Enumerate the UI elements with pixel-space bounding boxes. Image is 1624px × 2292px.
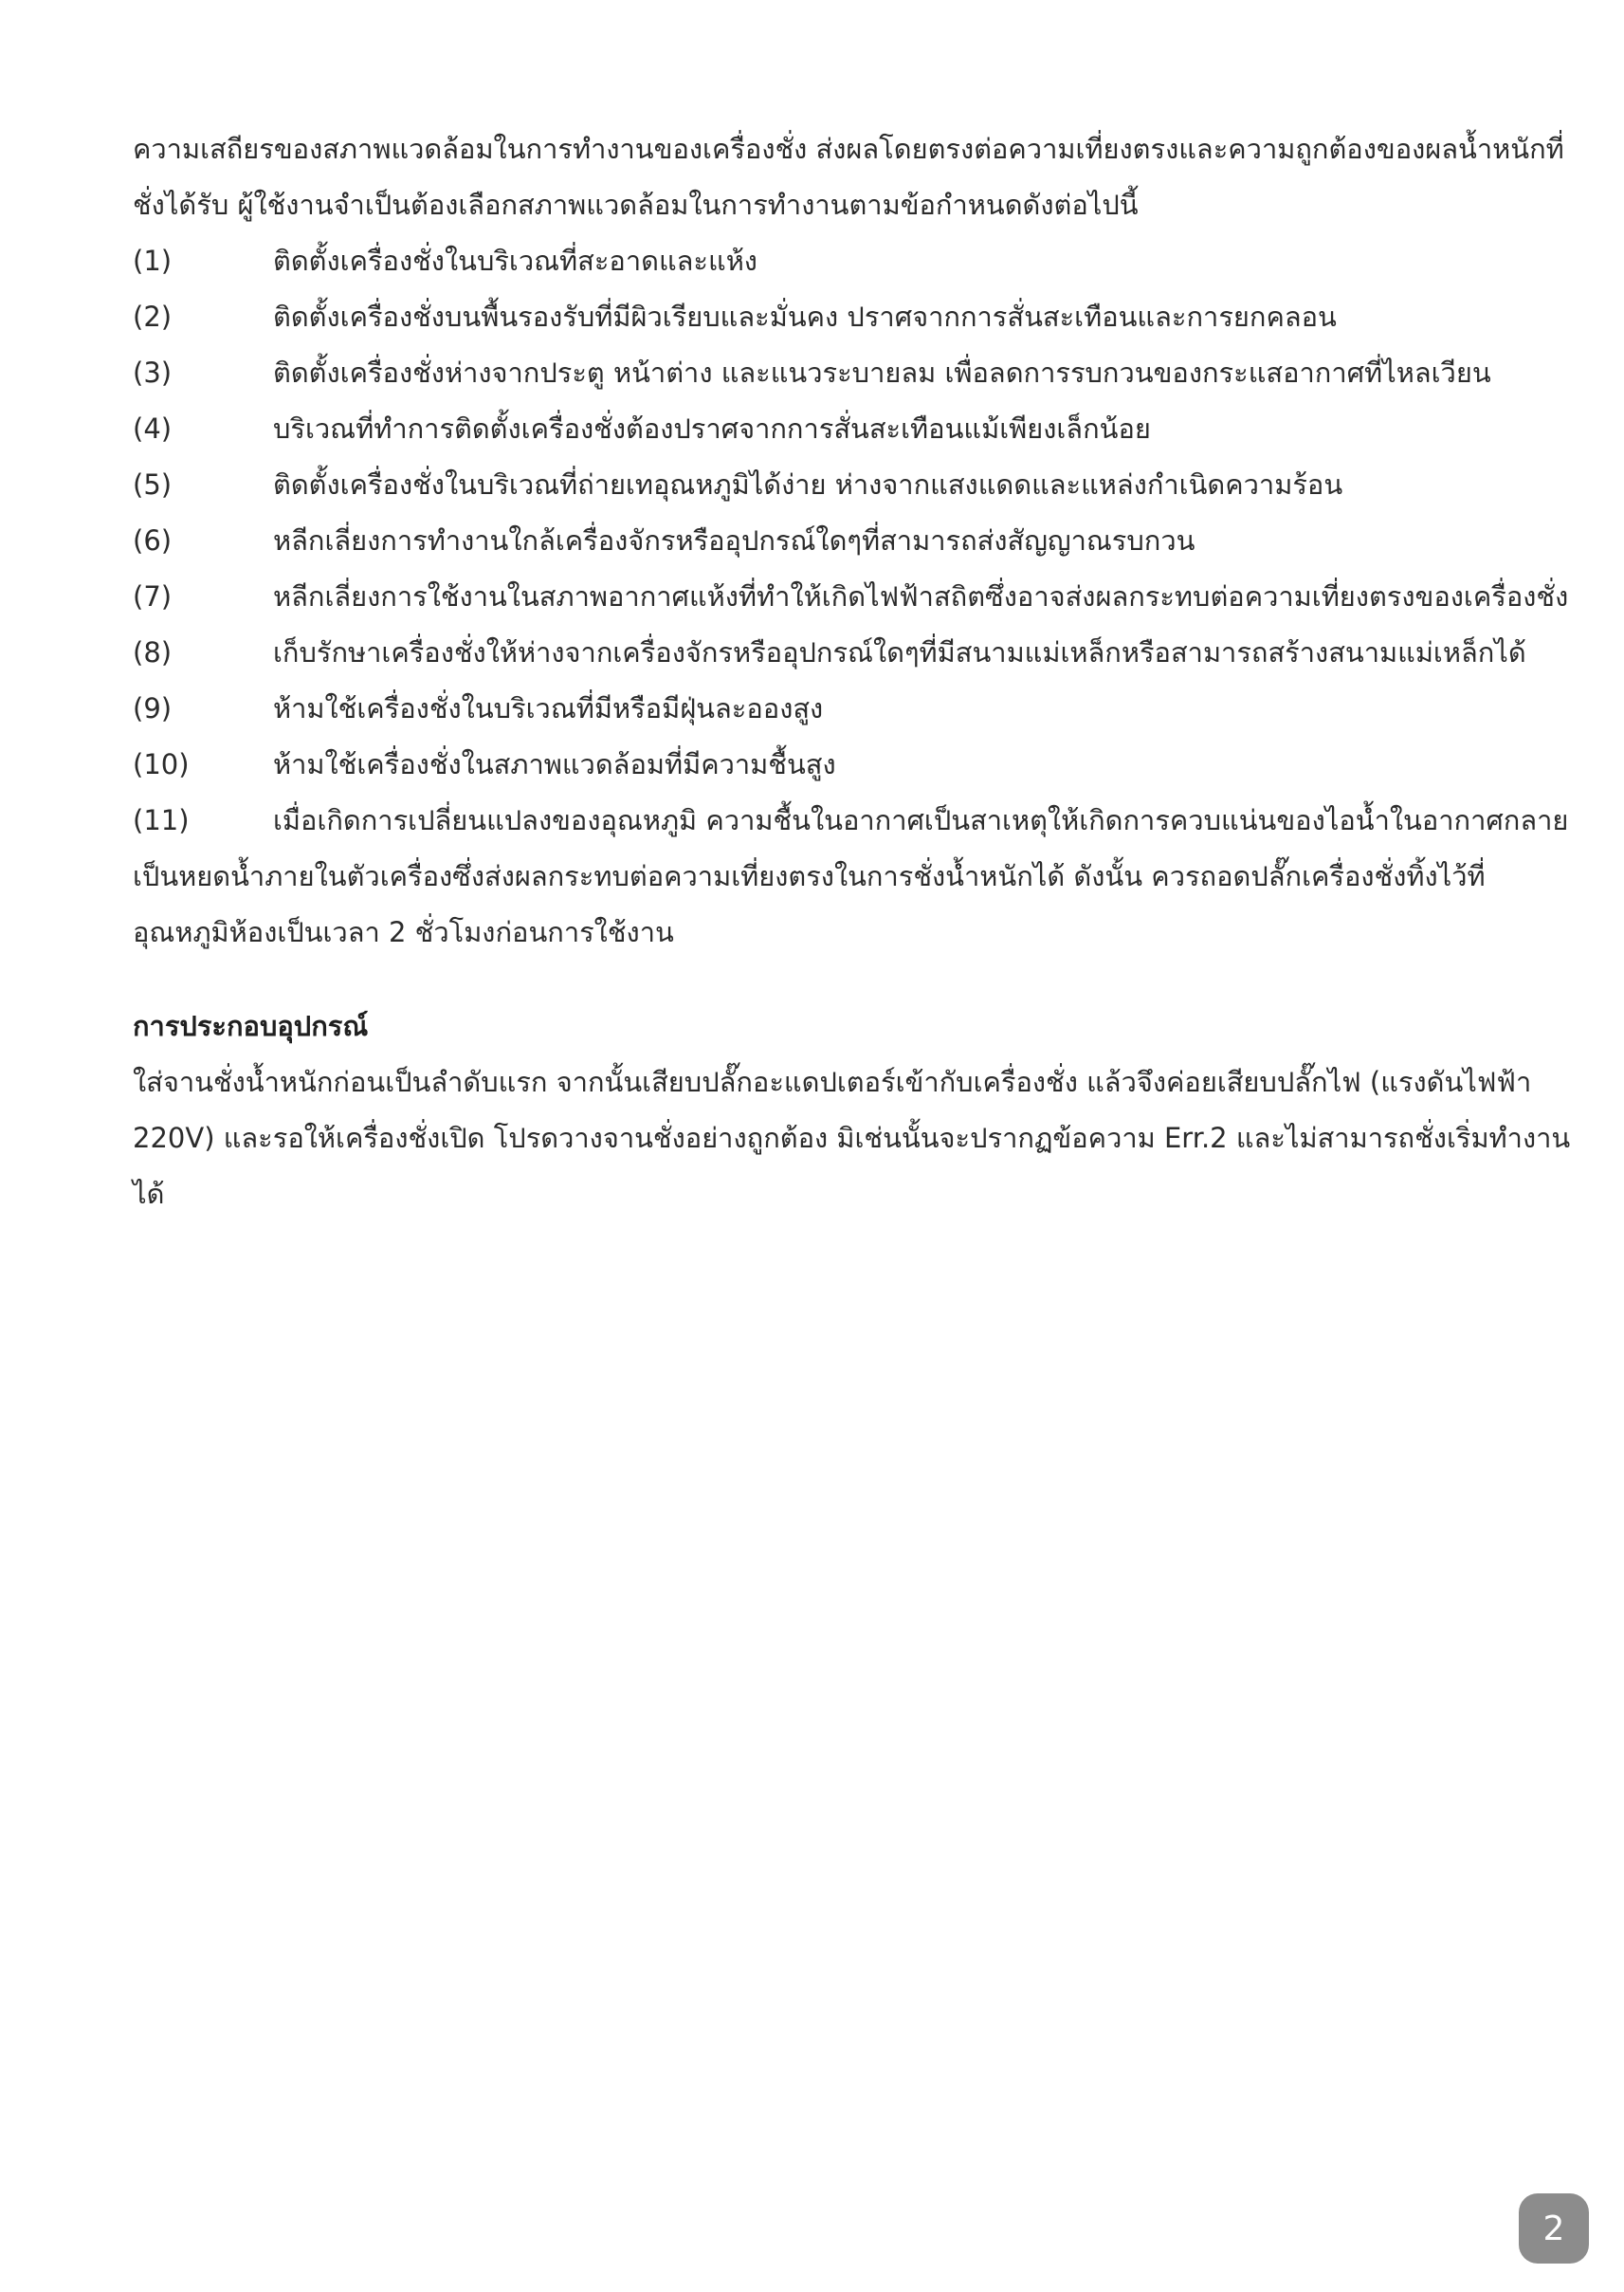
list-item-text: ติดตั้งเครื่องชั่งในบริเวณที่ถ่ายเทอุณหภูมิได้ง่าย ห่างจากแสงแดดและแหล่งกำเนิดความร้อน — [273, 468, 1343, 501]
list-item-number: (9) — [133, 692, 173, 724]
list-item-number: (3) — [133, 357, 173, 389]
list-item-number: (7) — [133, 580, 173, 613]
list-item — [133, 681, 1574, 737]
list-item — [133, 625, 1574, 681]
section-heading-assembly: การประกอบอุปกรณ์ — [133, 1010, 369, 1042]
list-item-text: ติดตั้งเครื่องชั่งห่างจากประตู หน้าต่าง และแนวระบายลม เพื่อลดการรบกวนของกระแสอากาศที่ไหลเวียน — [273, 357, 1491, 389]
list-item-text: บริเวณที่ทำการติดตั้งเครื่องชั่งต้องปราศจากการสั่นสะเทือนแม้เพียงเล็กน้อย — [273, 413, 1151, 445]
list-item — [133, 569, 1574, 625]
list-item-number: (10) — [133, 748, 190, 780]
list-item-number: (2) — [133, 301, 173, 333]
list-item-number: (5) — [133, 468, 173, 501]
list-item-text: เก็บรักษาเครื่องชั่งให้ห่างจากเครื่องจักรหรืออุปกรณ์ใดๆที่มีสนามแม่เหล็กหรือสามารถสร้างสนามแม่เหล็กได้ — [273, 636, 1526, 669]
requirements-list — [133, 233, 1574, 793]
list-item — [133, 401, 1574, 457]
assembly-paragraph: ใส่จานชั่งน้ำหนักก่อนเป็นลำดับแรก จากนั้นเสียบปลั๊กอะแดปเตอร์เข้ากับเครื่องชั่ง แล้วจึงค่อยเสียบปลั๊กไฟ (แรงดันไฟฟ้า 220V) และรอให้เครื่องชั่งเปิด โปรดวางจานชั่งอย่างถูกต้อง มิเช่นนั้นจะปรากฏข้อความ Err.2 และไม่สามารถชั่งเริ่มทำงานได้ — [133, 1066, 1571, 1210]
document-page — [133, 121, 1574, 1222]
list-item-number: (1) — [133, 245, 173, 277]
list-item-number: (8) — [133, 636, 173, 669]
list-item-text: หลีกเลี่ยงการทำงานใกล้เครื่องจักรหรืออุปกรณ์ใดๆที่สามารถส่งสัญญาณรบกวน — [273, 524, 1195, 557]
list-item-text: ห้ามใช้เครื่องชั่งในบริเวณที่มีหรือมีฝุ่นละอองสูง — [273, 692, 824, 724]
list-item-number: (6) — [133, 524, 173, 557]
list-item-number: (4) — [133, 413, 173, 445]
list-item-text: เมื่อเกิดการเปลี่ยนแปลงของอุณหภูมิ ความชื้นในอากาศเป็นสาเหตุให้เกิดการควบแน่นของไอน้ำในอากาศกลายเป็นหยดน้ำภายในตัวเครื่องซึ่งส่งผลกระทบต่อความเที่ยงตรงในการชั่งน้ำหนักได้ ดังนั้น ควรถอดปลั๊กเครื่องชั่งทิ้งไว้ที่อุณหภูมิห้องเป็นเวลา 2 ชั่วโมงก่อนการใช้งาน — [133, 804, 1569, 948]
list-item-condensation — [133, 793, 1574, 961]
list-item — [133, 513, 1574, 569]
list-item-text: ติดตั้งเครื่องชั่งบนพื้นรองรับที่มีผิวเรียบและมั่นคง ปราศจากการสั่นสะเทือนและการยกคลอน — [273, 301, 1337, 333]
list-item — [133, 457, 1574, 513]
list-item-number: (11) — [133, 804, 190, 836]
list-item-text: หลีกเลี่ยงการใช้งานในสภาพอากาศแห้งที่ทำให้เกิดไฟฟ้าสถิตซึ่งอาจส่งผลกระทบต่อความเที่ยงตรงของเครื่องชั่ง — [273, 580, 1569, 613]
list-item-text: ห้ามใช้เครื่องชั่งในสภาพแวดล้อมที่มีความชื้นสูง — [273, 748, 836, 780]
list-item — [133, 737, 1574, 793]
list-item — [133, 345, 1574, 401]
list-item-text: ติดตั้งเครื่องชั่งในบริเวณที่สะอาดและแห้ง — [273, 245, 757, 277]
list-item — [133, 233, 1574, 289]
list-item — [133, 289, 1574, 345]
page-number-badge: 2 — [1519, 2193, 1589, 2264]
intro-paragraph: ความเสถียรของสภาพแวดล้อมในการทำงานของเครื่องชั่ง ส่งผลโดยตรงต่อความเที่ยงตรงและความถูกต้องของผลน้ำหนักที่ชั่งได้รับ ผู้ใช้งานจำเป็นต้องเลือกสภาพแวดล้อมในการทำงานตามข้อกำหนดดังต่อไปนี้ — [133, 133, 1564, 221]
